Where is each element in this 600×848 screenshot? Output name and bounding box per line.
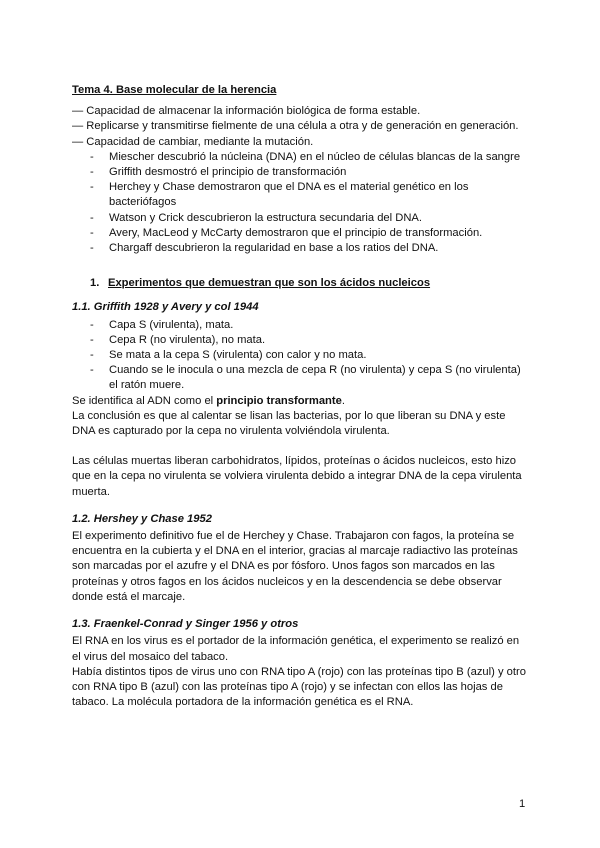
identifica-suffix: . (341, 394, 345, 407)
bullet: - (90, 150, 94, 163)
bullet: - (90, 349, 94, 362)
bullet: - (90, 364, 94, 377)
history-list (72, 150, 528, 256)
intro-line: — Replicarse y transmitirse fielmente de una célula a otra y de generación en generación. (72, 120, 519, 133)
section-number: 1. (90, 277, 100, 290)
identifica-paragraph (72, 394, 528, 409)
hershey-paragraph: El experimento definitivo fue el de Herchey y Chase. Trabajaron con fagos, la proteína se encuentra en la cubierta y el DNA en el interior, gracias al marcaje radiactivo las proteínas son marcadas por el azufre y el DNA es por fósforo. Unos fagos son marcados en las proteínas y otros fagos en los ácidos nucleicos y en la descendencia se debe observar donde está el marcaje. (72, 530, 518, 603)
griffith-list (72, 318, 528, 394)
list-item (72, 150, 528, 165)
list-item (72, 226, 528, 241)
list-item (72, 211, 528, 226)
page-number: 1 (519, 798, 526, 810)
list-item-text: Herchey y Chase demostraron que el DNA es el material genético en los bacteriófagos (109, 181, 469, 209)
list-item (72, 363, 528, 393)
list-item-text: Miescher descubrió la núcleina (DNA) en el núcleo de células blancas de la sangre (109, 150, 521, 163)
celulas-paragraph: Las células muertas liberan carbohidratos, lípidos, proteínas o ácidos nucleicos, esto hizo que en la cepa no virulenta se volviera virulenta debido a integrar DNA de la cepa virulenta muerta. (72, 455, 522, 498)
bullet: - (90, 333, 94, 346)
document-title: Tema 4. Base molecular de la herencia (72, 84, 277, 96)
intro-list (72, 104, 528, 150)
bullet: - (90, 166, 94, 179)
list-item (72, 241, 528, 256)
section-title: Experimentos que demuestran que son los ácidos nucleicos (108, 277, 431, 290)
list-item (72, 180, 528, 210)
list-item (72, 348, 528, 363)
list-item-text: Watson y Crick descubrieron la estructura secundaria del DNA. (109, 211, 422, 224)
list-item-text: Se mata a la cepa S (virulenta) con calor y no mata. (109, 349, 367, 362)
list-item-text: Chargaff descubrieron la regularidad en base a los ratios del DNA. (109, 242, 439, 255)
subsection-heading-1-1: 1.1. Griffith 1928 y Avery y col 1944 (72, 301, 259, 314)
fraenkel-paragraph-1: El RNA en los virus es el portador de la información genética, el experimento se realizó en el virus del mosaico del tabaco. (72, 635, 520, 663)
list-item (72, 333, 528, 348)
intro-line: — Capacidad de cambiar, mediante la mutación. (72, 135, 314, 148)
list-item-text: Cepa R (no virulenta), no mata. (109, 333, 266, 346)
intro-line: — Capacidad de almacenar la información biológica de forma estable. (72, 105, 421, 118)
identifica-bold: principio transformante (216, 394, 342, 407)
identifica-prefix: Se identifica al ADN como el (72, 394, 217, 407)
subsection-heading-1-3: 1.3. Fraenkel-Conrad y Singer 1956 y otros (72, 618, 299, 631)
fraenkel-paragraph-2: Había distintos tipos de virus uno con RNA tipo A (rojo) con las proteínas tipo B (azul) y otro con RNA tipo B (azul) con las proteínas tipo A (rojo) y se infectan con ellos las hojas de tabaco. La molécula portadora de la información genética es el RNA. (72, 665, 526, 709)
bullet: - (90, 181, 94, 194)
list-item (72, 318, 528, 333)
bullet: - (90, 211, 94, 224)
bullet: - (90, 318, 94, 331)
bullet: - (90, 226, 94, 239)
conclusion-paragraph: La conclusión es que al calentar se lisan las bacterias, por lo que liberan su DNA y este DNA es capturado por la cepa no virulenta volviéndola virulenta. (72, 409, 506, 438)
list-item (72, 165, 528, 180)
list-item-text: Cuando se le inocula o una mezcla de cepa R (no virulenta) y cepa S (no virulenta) el ratón muere. (109, 364, 521, 392)
list-item-text: Avery, MacLeod y McCarty demostraron que el principio de transformación. (109, 226, 483, 239)
subsection-heading-1-2: 1.2. Hershey y Chase 1952 (72, 512, 212, 525)
list-item-text: Griffith desmostró el principio de transformación (109, 166, 347, 179)
list-item-text: Capa S (virulenta), mata. (109, 318, 234, 331)
bullet: - (90, 242, 94, 255)
section-heading (72, 276, 528, 291)
document-page (72, 83, 528, 710)
